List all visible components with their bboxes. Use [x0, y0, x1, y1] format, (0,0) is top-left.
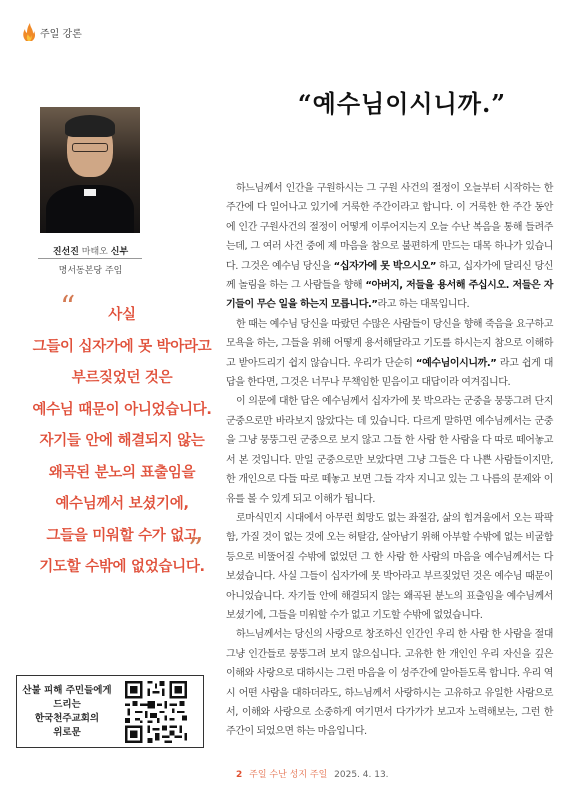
pull-quote-line: 기도할 수밖에 없었습니다.: [39, 559, 205, 575]
qr-notice-box[interactable]: [16, 675, 204, 748]
pull-quote-line: 예수님 때문이 아니었습니다.: [32, 401, 212, 418]
qr-notice-text: 산불 피해 주민들에게 드리는 한국천주교회의 위로문: [22, 684, 112, 738]
article-paragraph: 이 의문에 대한 답은 예수님께서 십자가에 못 박으라는 군중을 뭉뚱그려 단지 군중으로만 바라보지 않았다는 데 있습니다. 다르게 말하면 예수님께서는 군중을 그냥 뭉뚱그린 군중으로 보지 않고 그들 한 사람 한 사람을 다 따로 떼어놓고서 본 것입니다. 만일 군중으로만 보았다면 그냥 그들은 다 나쁜 사람들이지만, 한 개인으로 다들 따로 떼놓고 보면 그들 각자 지니고 있는 그 나름의 문제와 이유를 볼 수 있게 되고 이해가 됩니다.: [226, 396, 553, 505]
close-quote-icon: ”: [188, 532, 204, 567]
publication-name: 주일 수난 성지 주일: [249, 770, 328, 780]
author-baptismal-name: 마태오: [81, 247, 108, 257]
pull-quote-line: 예수님께서 보셨기에,: [55, 496, 189, 512]
pull-quote-line: 왜곡된 분노의 표출임을: [48, 464, 196, 481]
author-affiliation: 명서동본당 주임: [58, 266, 123, 276]
flame-icon: [22, 22, 36, 42]
pull-quote-line: 사실: [108, 307, 136, 323]
open-quote-icon: “: [60, 290, 76, 325]
pull-quote-line: 자기들 안에 해결되지 않는: [39, 433, 205, 449]
article-paragraph: 로마식민지 시대에서 아무런 희망도 없는 좌절감, 삶의 힘겨움에서 오는 팍팍함, 가질 것이 없는 것에 오는 허탈감, 살아남기 위해 아부할 수밖에 없는 비굴함 등으로 비뚤어질 수밖에 없었던 그 한 사람 한 사람의 마음을 예수님께서는 다 보셨습니다. 사실 그들이 십자가에 못 박아라고 부르짖었던 것은 예수님 때문이 아니었습니다. 자기들 안에 해결되지 않는 왜곡된 분노의 표출임을 예수님께서 보셨기에, 그들을 미워할 수가 없고 기도할 수밖에 없었습니다.: [226, 512, 553, 621]
pull-quote-line: 그들이 십자가에 못 박아라고: [32, 338, 212, 355]
section-tag: [22, 22, 82, 42]
author-byline: [28, 244, 153, 257]
pull-quote-line: 부르짖었던 것은: [71, 370, 173, 386]
page-title: “예수님이시니까.”: [297, 89, 507, 118]
section-label: 주일 강론: [40, 28, 82, 40]
author-photo: [40, 107, 140, 233]
page-number: 2: [236, 770, 243, 780]
author-name: 진선진: [52, 247, 79, 257]
article-body: [226, 179, 553, 742]
pull-quote-line: 그들을 미워할 수가 없고: [46, 527, 198, 544]
article-paragraph: 하느님께서는 당신의 사랑으로 창조하신 인간인 우리 한 사람 한 사람을 절대 그냥 인간들로 뭉뚱그려 보지 않으십니다. 고유한 한 개인인 우리 자신을 깊은 이해와 사랑으로 대하시는 그런 마음을 이 성주간에 알아듣도록 합니다. 우리 역시 어떤 사람을 대하더라도, 하느님께서 사랑하시는 고유하고 유일한 사람으로서, 이해와 사랑으로 소중하게 여기면서 다가가가 보고자 노력해보는, 그런 한 주간이 되었으면 하는 마음입니다.: [226, 629, 553, 738]
page-footer: [236, 767, 389, 780]
author-role: 신부: [110, 247, 129, 257]
article-paragraph: 한 때는 예수님 당신을 따랐던 수많은 사람들이 당신을 향해 죽음을 요구하고 모욕을 하는, 그들을 위해 어떻게 용서해달라고 기도를 하시는지 참으로 이해하고 받아드리기 쉽지 않습니다. 우리가 단순히 “예수님이시니까.” 라고 쉽게 대답을 한다면, 그것은 너무나 무책임한 믿음이고 대답이라 여겨집니다.: [226, 318, 554, 389]
publication-date: 2025. 4. 13.: [334, 770, 389, 780]
byline-divider: [38, 258, 142, 259]
article-paragraph: 하느님께서 인간을 구원하시는 그 구원 사건의 절정이 오늘부터 시작하는 한 주간에 다 일어나고 있기에 거룩한 주간이라고 합니다. 이 거룩한 한 주간 동안에 인간 구원사건의 절정이 어떻게 이루어지는지 오늘 수난 복음을 통해 들려주는데, 그 여러 사건 중에 제 마음을 참으로 불편하게 만드는 대목 하나가 있습니다. 그것은 예수님 당신을 “십자가에 못 박으시오” 하고, 십자가에 달리신 당신께 놀림을 하는 그 사람들을 향해 “아버지, 저들을 용서해 주십시오. 저들은 자기들이 무슨 일을 하는지 모릅니다.”라고 하는 대목입니다.: [226, 183, 553, 311]
qr-code-icon[interactable]: [125, 681, 187, 743]
